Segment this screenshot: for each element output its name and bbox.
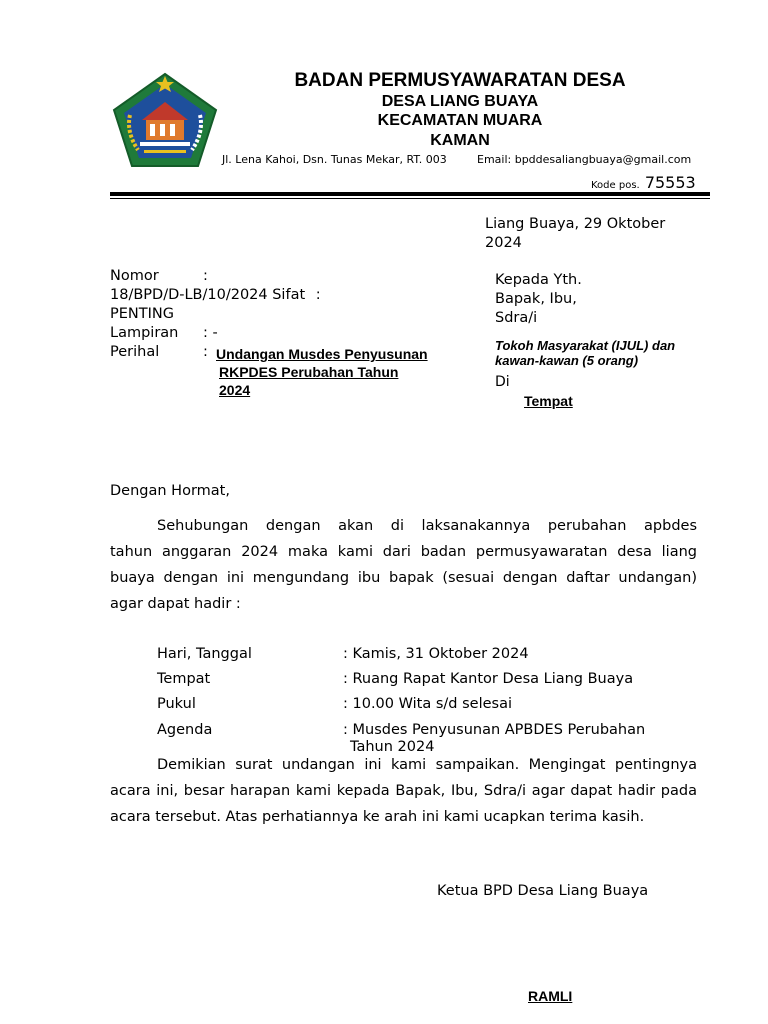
paragraph-1-rest: tahun anggaran 2024 maka kami dari badan permusyawaratan desa liang buaya dengan ini mengundang ibu bapak (sesuai dengan daftar undangan) agar dapat hadir : — [110, 544, 697, 612]
perihal-line3: 2024 — [219, 382, 251, 398]
detail-value-time: : 10.00 Wita s/d selesai — [343, 696, 512, 712]
district-name: KECAMATAN MUARA — [377, 112, 543, 129]
recipient — [495, 271, 705, 328]
detail-label-date: Hari, Tanggal — [157, 646, 252, 662]
sifat-colon: : — [315, 287, 321, 303]
greeting: Dengan Hormat, — [110, 483, 230, 499]
place-date-line1: Liang Buaya, 29 Oktober — [485, 216, 666, 232]
recipient-line1: Kepada Yth. — [495, 272, 582, 288]
recipient-line3: Sdra/i — [495, 310, 538, 326]
recipient-line2: Bapak, Ibu, — [495, 291, 577, 307]
postcode — [591, 173, 696, 192]
sifat-value: PENTING — [110, 306, 174, 322]
perihal-label: Perihal — [110, 344, 160, 360]
recipient-name-line1: Tokoh Masyarakat (IJUL) dan — [495, 338, 676, 353]
district-name-2: KAMAN — [430, 132, 490, 149]
paragraph-1 — [110, 513, 697, 617]
detail-label-agenda: Agenda — [157, 722, 213, 738]
postcode-label: Kode pos. — [591, 180, 640, 191]
perihal-line2: RKPDES Perubahan Tahun — [219, 364, 399, 380]
recipient-name — [495, 338, 675, 368]
signature-title: Ketua BPD Desa Liang Buaya — [437, 883, 649, 899]
detail-value-place: : Ruang Rapat Kantor Desa Liang Buaya — [343, 671, 634, 687]
org-name: BADAN PERMUSYAWARATAN DESA — [294, 70, 626, 91]
address: Jl. Lena Kahoi, Dsn. Tunas Mekar, RT. 003 — [222, 153, 447, 166]
paragraph-2: Demikian surat undangan ini kami sampaikan. Mengingat pentingnya acara ini, besar harapan kami kepada Bapak, Ibu, Sdra/i agar dapat hadir pada acara tersebut. Atas perhatiannya ke arah ini kami ucapkan terima kasih. — [110, 757, 697, 825]
nomor-colon: : — [203, 268, 208, 284]
postcode-value: 75553 — [644, 173, 696, 192]
detail-value-agenda: : Musdes Penyusunan APBDES Perubahan — [343, 722, 646, 738]
recipient-place: Tempat — [524, 393, 573, 409]
lampiran-label: Lampiran — [110, 325, 179, 341]
signature-name: RAMLI — [528, 988, 573, 1004]
perihal-line1: Undangan Musdes Penyusunan — [216, 346, 428, 362]
letterhead-divider-thin — [110, 198, 710, 199]
detail-label-place: Tempat — [157, 671, 211, 687]
perihal-subject — [216, 345, 428, 399]
nomor-label: Nomor — [110, 268, 159, 284]
place-date-line2: 2024 — [485, 235, 522, 251]
detail-value-date: : Kamis, 31 Oktober 2024 — [343, 646, 529, 662]
detail-label-time: Pukul — [157, 696, 196, 712]
nomor-value: 18/BPD/D-LB/10/2024 Sifat — [110, 287, 306, 303]
recipient-di: Di — [495, 374, 510, 390]
detail-value-agenda-cont: Tahun 2024 — [350, 739, 435, 755]
perihal-colon: : — [203, 344, 208, 360]
email: Email: bpddesaliangbuaya@gmail.com — [477, 153, 692, 166]
recipient-name-line2: kawan-kawan (5 orang) — [495, 353, 639, 368]
letterhead-divider-thick — [110, 192, 710, 196]
village-name: DESA LIANG BUAYA — [381, 93, 539, 110]
paragraph-1-line1: Sehubungan dengan akan di laksanakannya perubahan apbdes — [157, 518, 697, 534]
lampiran-value: : - — [203, 325, 218, 341]
place-date — [485, 215, 695, 253]
